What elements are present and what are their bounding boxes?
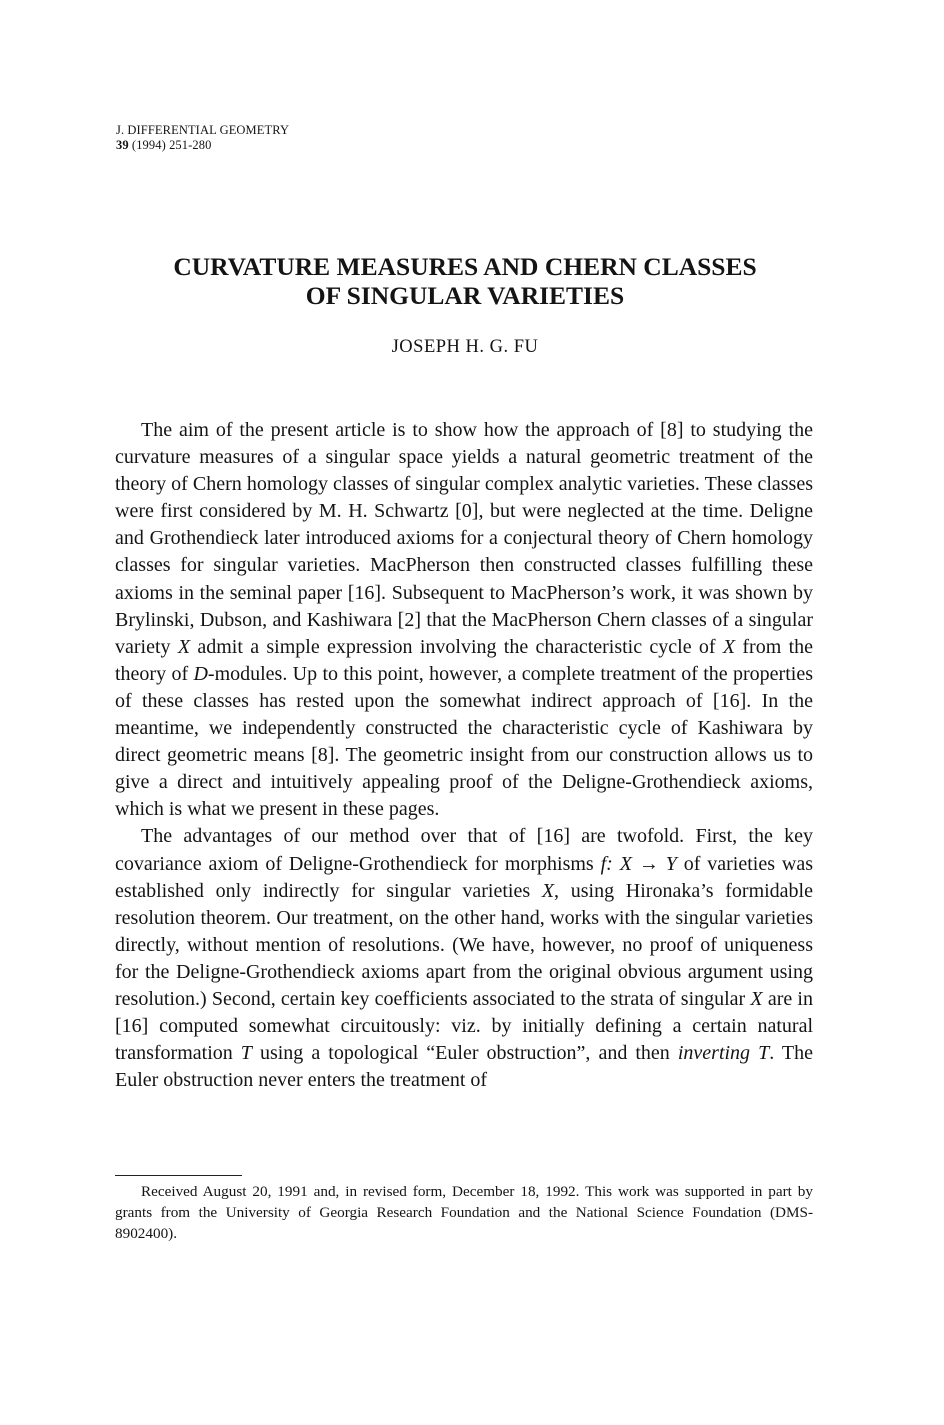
math-symbol: D	[193, 662, 208, 685]
text-run: , using Hironaka’s formidable resolution theorem. Our treatment, on the other hand, works with the singular varieties directly, without mention of resolutions. (We have, however, no proof of uniqueness for the Deligne-Grothendieck axioms apart from the original obvious argument using resolution.) Second, certain key coefficients associated to the strata of singular	[115, 879, 813, 1010]
math-symbol: X	[722, 635, 736, 658]
text-run: The aim of the present article is to show how the approach of [8] to studying the curvature measures of a singular space yields a natural geometric treatment of the theory of Chern homology classes of singular complex analytic varieties. These classes were first considered by M. H. Schwartz [0], but were neglected at the time. Deligne and Grothendieck later introduced axioms for a conjectural theory of Chern homology classes for singular varieties. MacPherson then constructed classes fulfilling these axioms in the seminal paper [16]. Subsequent to MacPherson’s work, it was shown by Brylinski, Dubson, and Kashiwara [2] that the MacPherson Chern classes of a singular variety	[115, 419, 813, 658]
text-run	[750, 1042, 758, 1064]
footnote-rule	[115, 1175, 242, 1176]
math-symbol: T	[240, 1042, 252, 1065]
text-run: . The Euler obstruction never enters the treatment of	[115, 1042, 814, 1092]
body-text	[115, 417, 813, 1094]
journal-volume: 39	[116, 138, 129, 152]
math-symbol: X	[750, 987, 763, 1010]
text-run: -modules. Up to this point, however, a complete treatment of the properties of these classes has rested upon the somewhat indirect approach of [16]. In the meantime, we independently constructed the characteristic cycle of Kashiwara by direct geometric means [8]. The geometric insight from our construction allows us to give a direct and intuitively appealing proof of the Deligne-Grothendieck axioms, which is what we present in these pages.	[115, 662, 813, 821]
text-run: admit a simple expression involving the characteristic cycle of	[190, 635, 723, 658]
text-run: from the theory of	[115, 635, 814, 685]
title-line-2: OF SINGULAR VARIETIES	[305, 281, 625, 310]
journal-pages: (1994) 251-280	[128, 138, 212, 152]
text-run: using a topological “Euler obstruction”, and then	[251, 1042, 678, 1065]
math-symbol: X	[177, 635, 191, 658]
title-line-1: CURVATURE MEASURES AND CHERN CLASSES	[173, 252, 757, 281]
footnote	[115, 1181, 813, 1244]
paragraph-1	[115, 417, 813, 823]
footnote-text: Received August 20, 1991 and, in revised form, December 18, 1992. This work was supported in part by grants from the University of Georgia Research Foundation and the National Science Foundation (DMS-8902400).	[115, 1183, 813, 1242]
math-expression: : X → Y	[606, 852, 677, 875]
paragraph-2	[115, 823, 813, 1094]
author-name: JOSEPH H. G. FU	[391, 337, 539, 357]
text-run: of varieties was established only indirectly for singular varieties	[115, 852, 813, 902]
math-symbol: T	[758, 1042, 770, 1065]
math-symbol: f	[600, 852, 607, 875]
journal-citation	[116, 138, 289, 153]
emphasis: inverting	[677, 1042, 751, 1065]
text-run: The advantages of our method over that of [16] are twofold. First, the key covariance axiom of Deligne-Grothendieck for morphisms	[115, 825, 813, 875]
paper-title	[100, 252, 830, 310]
journal-header	[116, 123, 289, 153]
math-symbol: X	[541, 879, 555, 902]
journal-name: J. DIFFERENTIAL GEOMETRY	[116, 123, 290, 137]
text-run: are in [16] computed somewhat circuitously: viz. by initially defining a certain natural transformation	[115, 987, 813, 1065]
